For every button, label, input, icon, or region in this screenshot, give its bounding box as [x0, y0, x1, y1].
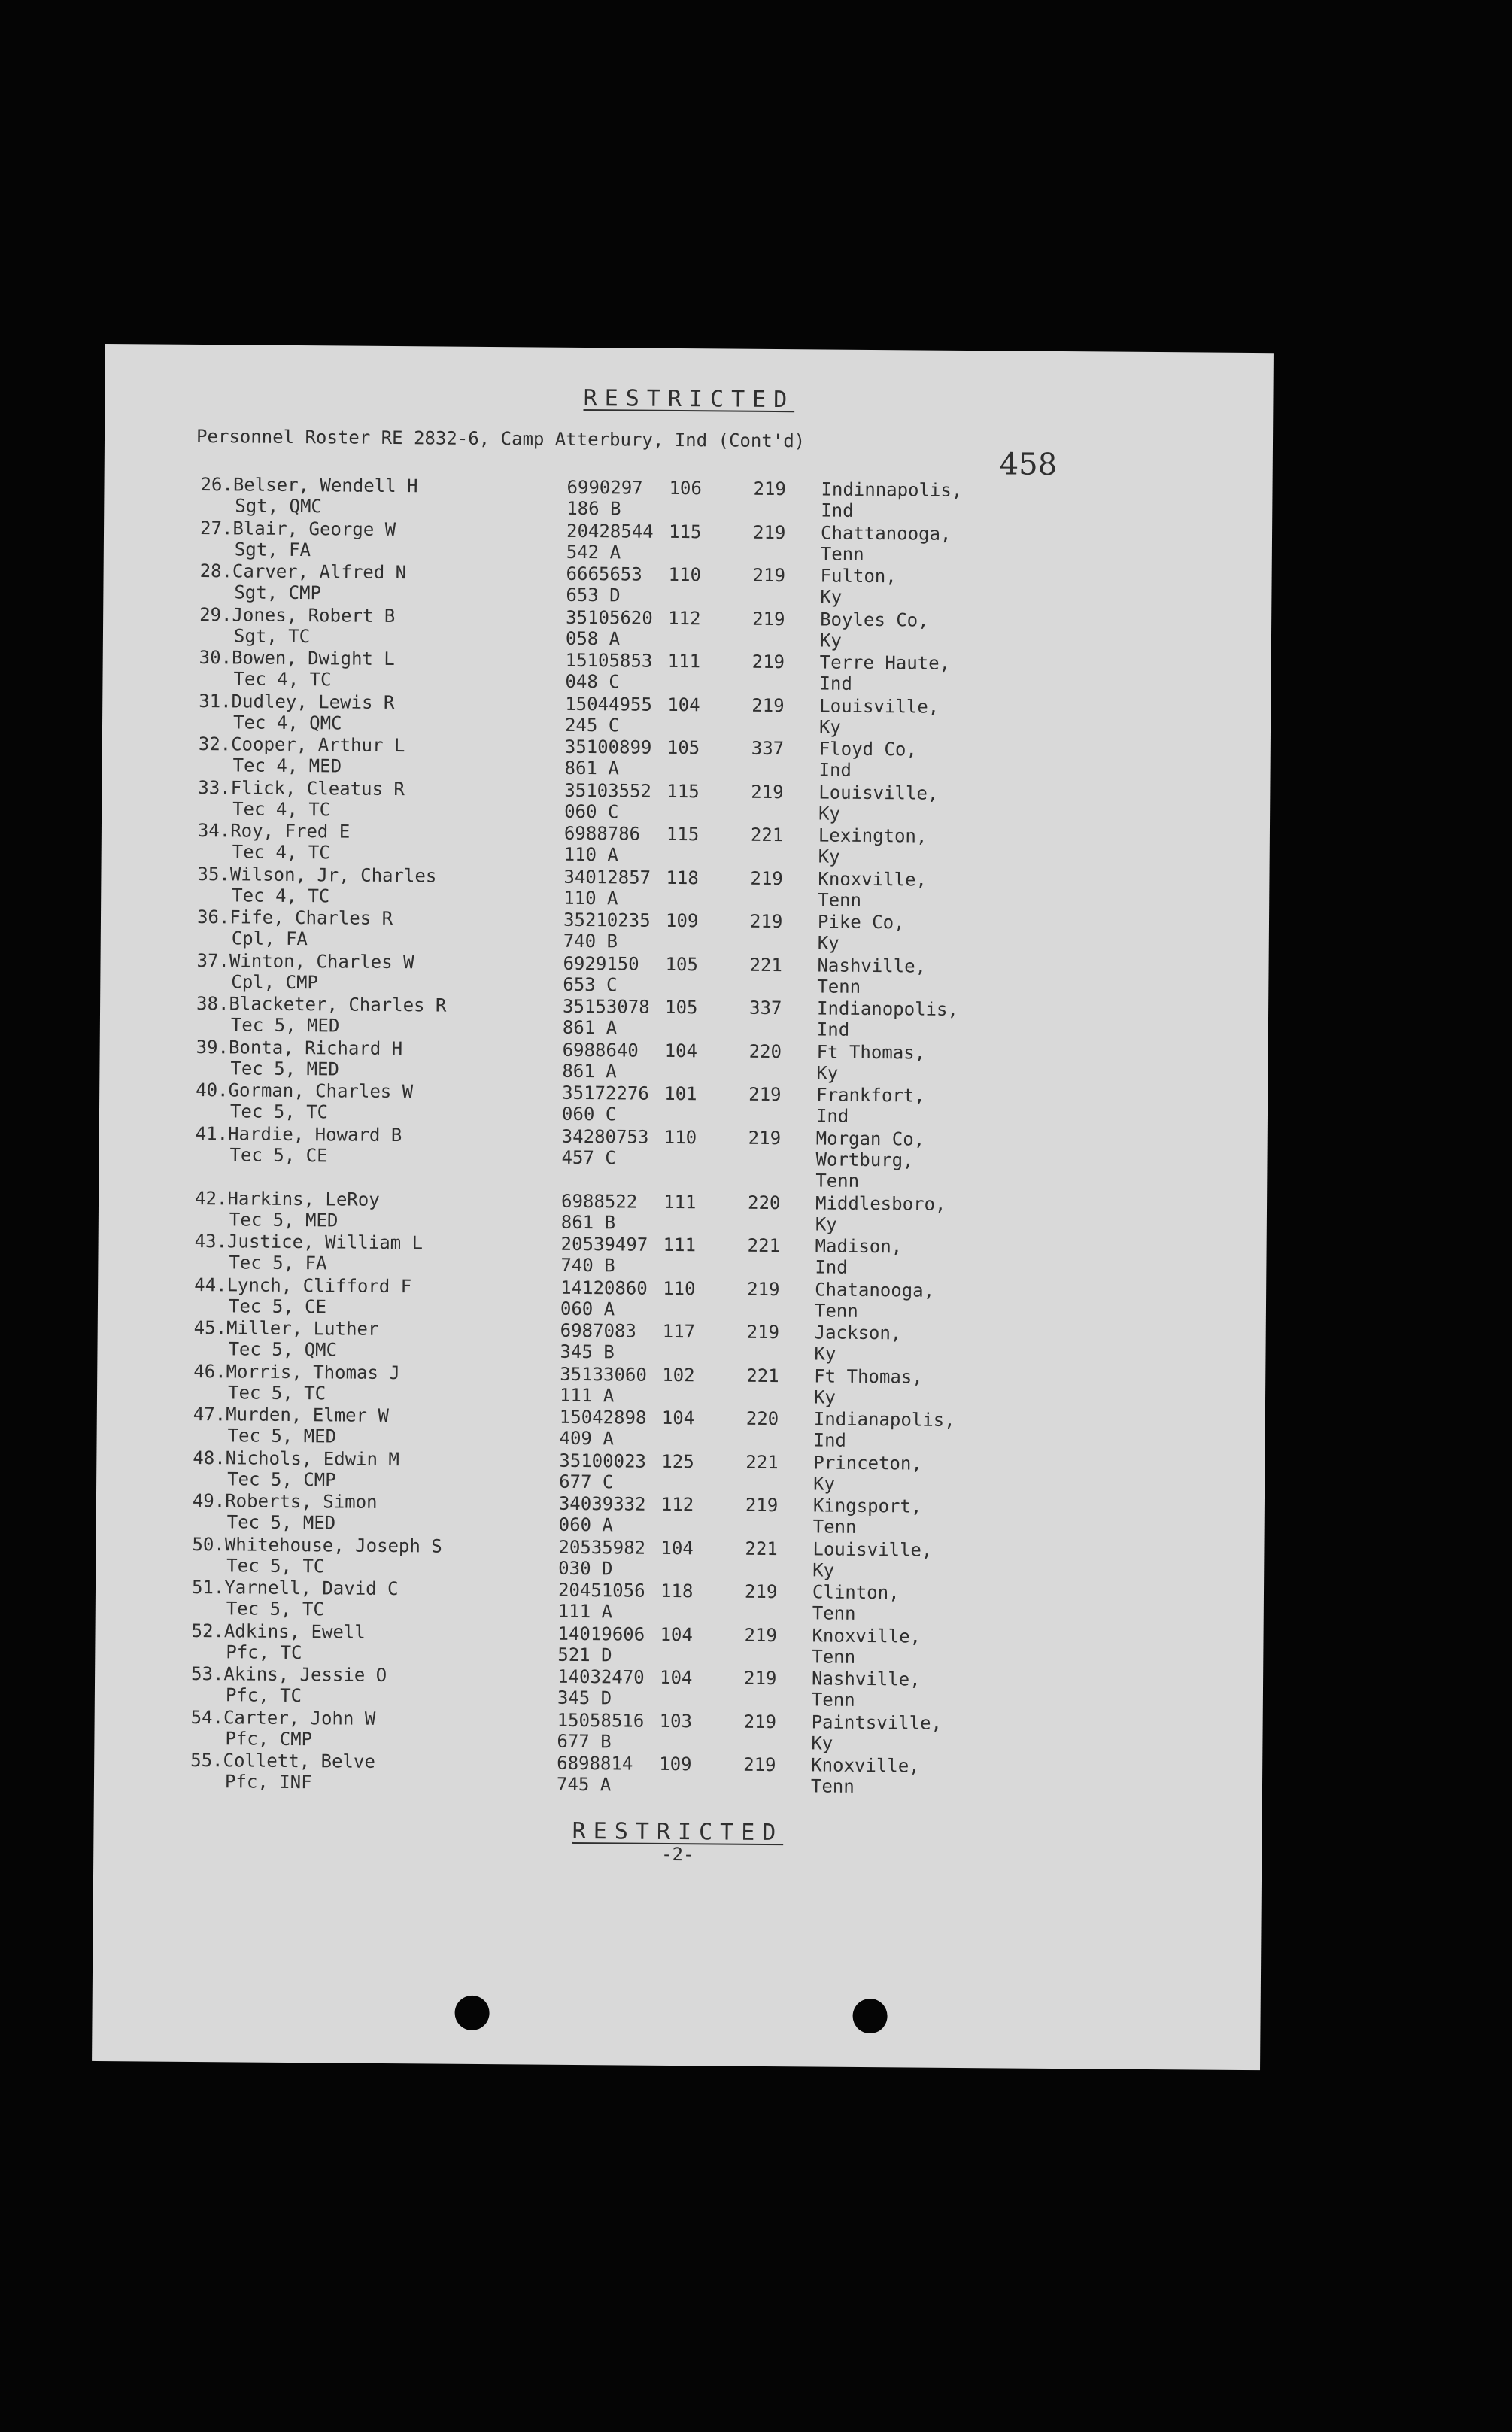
serial-number: 14019606	[557, 1623, 645, 1645]
home-city: Ft Thomas,	[814, 1365, 923, 1388]
soldier-rank: Pfc, TC	[225, 1684, 302, 1707]
soldier-rank: Tec 5, MED	[226, 1511, 336, 1534]
soldier-name: 42.Harkins, LeRoy	[194, 1187, 380, 1210]
code-group: 409 A	[559, 1427, 614, 1450]
soldier-rank: Tec 5, CE	[229, 1143, 328, 1166]
code-group: 030 D	[558, 1557, 613, 1579]
code-column-2: 219	[747, 1278, 780, 1300]
serial-number: 35172276	[562, 1082, 649, 1104]
home-city: Knoxville,	[818, 867, 928, 891]
soldier-name: 29.Jones, Robert B	[199, 603, 396, 627]
soldier-rank: Pfc, TC	[226, 1641, 302, 1663]
code-column-2: 221	[749, 954, 783, 976]
soldier-rank: Sgt, TC	[233, 624, 311, 647]
roster-entry	[193, 1447, 1201, 1498]
home-city: Jackson,	[814, 1322, 902, 1344]
home-city: Knoxville,	[812, 1624, 921, 1647]
home-city: Fulton,	[820, 565, 897, 588]
soldier-rank: Tec 5, TC	[229, 1101, 329, 1123]
home-state: Ind	[813, 1429, 847, 1451]
soldier-name: 46.Morris, Thomas J	[193, 1360, 400, 1383]
home-state: Tenn	[812, 1602, 856, 1624]
code-column-1: 118	[660, 1580, 694, 1602]
home-state: Ky	[816, 1061, 839, 1084]
roster-entry	[190, 1750, 1198, 1801]
home-state: Tenn	[812, 1645, 856, 1668]
home-state: Ind	[821, 499, 854, 521]
home-state: Wortburg,	[815, 1148, 914, 1170]
code-column-2: 219	[744, 1624, 778, 1646]
code-group: 345 D	[557, 1687, 612, 1709]
serial-number: 15044955	[565, 693, 652, 715]
home-state: Ind	[815, 1256, 848, 1278]
code-group: 521 D	[557, 1644, 612, 1665]
soldier-name: 28.Carver, Alfred N	[199, 560, 407, 584]
serial-number: 6898814	[557, 1752, 633, 1775]
home-city: Nashville,	[817, 954, 927, 977]
code-column-1: 111	[663, 1234, 697, 1256]
code-column-2: 219	[743, 1667, 777, 1690]
soldier-rank: Tec 4, TC	[232, 841, 330, 864]
serial-number: 35100023	[559, 1450, 647, 1472]
home-city: Chattanooga,	[820, 521, 952, 545]
soldier-name: 34.Roy, Fred E	[197, 819, 351, 843]
home-city: Ft Thomas,	[816, 1040, 926, 1064]
home-state: Tenn	[820, 542, 864, 565]
serial-number: 6665653	[566, 563, 642, 585]
home-state: Ky	[817, 932, 839, 954]
code-group: 740 B	[560, 1254, 615, 1277]
code-column-2: 221	[746, 1365, 779, 1386]
serial-number: 20535982	[558, 1536, 646, 1559]
code-column-1: 115	[668, 521, 702, 542]
soldier-rank: Tec 4, TC	[233, 668, 332, 691]
code-column-2: 337	[751, 737, 785, 760]
roster-entry	[192, 1533, 1200, 1584]
home-extra: Tenn	[815, 1169, 860, 1192]
code-column-2: 220	[747, 1192, 781, 1213]
home-state: Tenn	[810, 1775, 855, 1797]
roster-entry	[193, 1360, 1201, 1411]
code-column-1: 111	[667, 650, 701, 673]
serial-number: 15042898	[559, 1406, 647, 1429]
home-state: Ky	[815, 1213, 837, 1235]
code-column-2: 219	[749, 910, 783, 933]
code-column-1: 104	[664, 1040, 698, 1061]
roster-entry	[196, 1079, 1204, 1131]
code-column-2: 219	[752, 564, 786, 587]
code-group: 060 A	[558, 1514, 614, 1536]
code-group: 861 B	[560, 1211, 616, 1233]
roster-heading: Personnel Roster RE 2832-6, Camp Atterbury, Ind (Cont'd)	[196, 425, 806, 452]
code-group: 861 A	[562, 1060, 617, 1082]
soldier-rank: Pfc, CMP	[225, 1727, 313, 1750]
code-column-1: 117	[662, 1320, 696, 1343]
soldier-name: 26.Belser, Wendell H	[200, 474, 418, 497]
code-column-1: 115	[666, 823, 700, 846]
serial-number: 20451056	[557, 1579, 645, 1602]
code-group: 677 B	[557, 1730, 612, 1752]
soldier-rank: Tec 5, TC	[226, 1554, 325, 1577]
serial-number: 34280753	[561, 1125, 649, 1148]
roster-entry	[191, 1620, 1199, 1671]
code-column-2: 220	[748, 1040, 782, 1062]
code-column-2: 219	[743, 1711, 777, 1732]
roster-entry	[191, 1663, 1199, 1714]
soldier-name: 38.Blacketer, Charles R	[196, 992, 447, 1016]
soldier-rank: Tec 5, CE	[228, 1295, 327, 1317]
home-state: Ind	[816, 1019, 850, 1040]
roster-entry	[196, 949, 1204, 1000]
soldier-rank: Tec 5, CMP	[227, 1468, 336, 1490]
serial-number: 20428544	[566, 520, 654, 542]
code-group: 060 C	[561, 1103, 617, 1125]
home-state: Ky	[818, 846, 840, 867]
soldier-rank: Tec 5, MED	[229, 1208, 339, 1231]
classification-header: RESTRICTED	[583, 384, 795, 414]
code-column-2: 219	[753, 478, 786, 500]
code-column-1: 110	[668, 563, 702, 586]
roster-entry	[199, 560, 1207, 612]
home-state: Ky	[818, 802, 841, 824]
code-column-1: 109	[665, 909, 699, 932]
soldier-name: 31.Dudley, Lewis R	[199, 690, 395, 713]
code-column-1: 105	[664, 996, 698, 1019]
home-city: Knoxville,	[811, 1754, 920, 1777]
code-group: 677 C	[559, 1471, 614, 1492]
serial-number: 34039332	[558, 1492, 646, 1515]
code-column-1: 104	[667, 694, 700, 715]
soldier-rank: Tec 5, MED	[227, 1425, 337, 1447]
soldier-rank: Tec 5, FA	[229, 1252, 327, 1274]
home-city: Paintsville,	[811, 1711, 943, 1734]
home-state: Ky	[819, 629, 842, 651]
soldier-name: 36.Fife, Charles R	[196, 906, 393, 930]
home-state: Tenn	[817, 975, 861, 997]
home-city: Nashville,	[811, 1668, 921, 1690]
home-state: Ky	[818, 715, 842, 738]
code-column-2: 221	[750, 824, 784, 846]
code-column-2: 221	[745, 1451, 779, 1473]
soldier-rank: Tec 4, TC	[232, 797, 331, 820]
serial-number: 6988640	[562, 1039, 639, 1061]
code-column-2: 337	[748, 997, 782, 1019]
serial-number: 6988522	[560, 1190, 638, 1213]
code-group: 653 D	[566, 584, 621, 606]
serial-number: 35153078	[562, 995, 650, 1018]
serial-number: 14032470	[557, 1665, 645, 1688]
home-state: Ky	[813, 1472, 836, 1495]
roster-entry	[198, 776, 1206, 827]
serial-number: 14120860	[560, 1277, 648, 1299]
roster-entry	[193, 1490, 1201, 1541]
code-column-2: 219	[748, 1127, 782, 1149]
serial-number: 15058516	[557, 1709, 645, 1732]
soldier-name: 54.Carter, John W	[190, 1706, 376, 1729]
serial-number: 6990297	[566, 476, 643, 499]
home-state: Ind	[815, 1105, 849, 1127]
roster-entry	[199, 603, 1207, 654]
soldier-name: 48.Nichols, Edwin M	[193, 1447, 400, 1470]
serial-number: 35103552	[564, 779, 652, 802]
serial-number: 35210235	[563, 909, 651, 931]
serial-number: 35100899	[564, 736, 652, 758]
code-column-2: 219	[752, 608, 785, 630]
code-column-2: 221	[747, 1234, 781, 1257]
home-city: Louisville,	[819, 694, 940, 718]
roster-entry	[197, 863, 1205, 914]
soldier-name: 52.Adkins, Ewell	[191, 1620, 366, 1643]
roster-entry	[196, 1036, 1204, 1087]
home-state: Tenn	[818, 888, 862, 911]
home-city: Terre Haute,	[819, 651, 951, 674]
roster-entry	[200, 474, 1208, 525]
code-column-1: 115	[666, 780, 700, 802]
home-state: Ind	[819, 673, 852, 694]
code-column-2: 219	[751, 781, 784, 803]
serial-number: 6987083	[560, 1319, 636, 1342]
soldier-rank: Tec 5, TC	[226, 1598, 324, 1620]
code-column-1: 118	[666, 867, 699, 888]
page-number: -2-	[660, 1843, 694, 1866]
soldier-name: 35.Wilson, Jr, Charles	[197, 863, 437, 886]
home-city: Madison,	[815, 1235, 903, 1258]
home-city: Kingsport,	[812, 1495, 922, 1517]
code-group: 058 A	[565, 627, 621, 649]
home-city: Morgan Co,	[815, 1127, 925, 1150]
soldier-name: 40.Gorman, Charles W	[196, 1079, 414, 1103]
soldier-name: 50.Whitehouse, Joseph S	[192, 1533, 442, 1557]
code-column-1: 125	[661, 1450, 694, 1472]
soldier-name: 39.Bonta, Richard H	[196, 1036, 403, 1059]
soldier-name: 43.Justice, William L	[194, 1230, 424, 1254]
code-group: 861 A	[564, 757, 619, 779]
soldier-rank: Tec 5, MED	[230, 1014, 340, 1037]
code-column-2: 219	[746, 1321, 780, 1344]
soldier-rank: Tec 4, MED	[232, 754, 342, 777]
code-group: 186 B	[566, 497, 621, 520]
home-city: Boyles Co,	[820, 608, 929, 631]
code-column-1: 105	[666, 736, 700, 759]
code-column-1: 102	[662, 1364, 695, 1386]
code-group: 861 A	[562, 1016, 618, 1039]
soldier-rank: Cpl, CMP	[231, 970, 319, 993]
home-city: Lexington,	[818, 824, 928, 847]
soldier-rank: Tec 4, QMC	[232, 711, 342, 733]
code-column-1: 101	[664, 1082, 697, 1105]
classification-footer: RESTRICTED	[572, 1817, 784, 1847]
code-group: 060 C	[564, 800, 619, 822]
soldier-name: 55.Collett, Belve	[190, 1749, 375, 1772]
home-city: Louisville,	[818, 781, 939, 804]
code-column-1: 105	[665, 953, 699, 975]
code-column-1: 109	[659, 1753, 692, 1775]
code-column-2: 219	[751, 651, 785, 673]
code-column-2: 219	[750, 867, 783, 889]
code-column-2: 220	[745, 1407, 779, 1430]
serial-number: 15105853	[565, 649, 653, 672]
home-state: Ky	[813, 1386, 836, 1408]
serial-number: 35105620	[566, 606, 653, 629]
roster-entry	[195, 1122, 1204, 1195]
home-state: Ky	[811, 1732, 833, 1754]
code-column-1: 110	[663, 1277, 696, 1299]
home-city: Indianopolis,	[816, 997, 959, 1020]
home-state: Ind	[818, 759, 852, 781]
home-city: Pike Co,	[817, 911, 905, 934]
roster-page	[92, 344, 1274, 2070]
home-state: Ky	[814, 1343, 836, 1365]
roster-entry	[193, 1404, 1201, 1455]
roster-entry	[194, 1231, 1202, 1282]
roster-entry	[198, 820, 1206, 871]
roster-entry	[190, 1706, 1198, 1757]
home-city: Frankfort,	[816, 1084, 925, 1107]
code-group: 060 A	[560, 1298, 615, 1319]
soldier-name: 37.Winton, Charles W	[196, 949, 414, 973]
home-city: Clinton,	[812, 1581, 900, 1604]
code-group: 111 A	[559, 1384, 615, 1406]
soldier-name: 33.Flick, Cleatus R	[198, 776, 405, 800]
code-column-1: 104	[661, 1407, 695, 1429]
code-column-1: 106	[669, 477, 702, 499]
soldier-rank: Pfc, INF	[224, 1771, 312, 1793]
code-group: 110 A	[563, 887, 618, 909]
code-group: 653 C	[563, 973, 618, 995]
soldier-rank: Tec 5, QMC	[228, 1338, 338, 1361]
roster-entry	[197, 906, 1205, 958]
code-group: 542 A	[566, 541, 621, 563]
home-city: Indianapolis,	[813, 1408, 955, 1431]
serial-number: 35133060	[560, 1363, 647, 1386]
code-group: 111 A	[557, 1600, 613, 1623]
home-state: Ky	[812, 1559, 835, 1581]
roster-entry	[200, 517, 1208, 568]
code-group: 345 B	[560, 1340, 615, 1363]
code-column-1: 112	[660, 1493, 694, 1516]
code-column-1: 111	[663, 1191, 697, 1213]
soldier-rank: Sgt, CMP	[234, 581, 322, 604]
code-column-1: 104	[660, 1623, 694, 1645]
code-group: 745 A	[556, 1773, 612, 1796]
code-column-2: 219	[744, 1580, 778, 1603]
soldier-name: 44.Lynch, Clifford F	[194, 1274, 412, 1297]
roster-entry	[198, 733, 1206, 785]
code-column-1: 104	[659, 1666, 693, 1689]
soldier-name: 49.Roberts, Simon	[192, 1489, 378, 1513]
home-city: Louisville,	[812, 1538, 933, 1561]
soldier-name: 47.Murden, Elmer W	[193, 1403, 390, 1427]
roster-entry	[196, 993, 1204, 1044]
soldier-name: 32.Cooper, Arthur L	[198, 733, 405, 757]
code-group: 457 C	[561, 1146, 616, 1168]
serial-number: 20539497	[560, 1233, 648, 1255]
roster-entry	[199, 690, 1207, 741]
soldier-name: 51.Yarnell, David C	[191, 1576, 399, 1600]
code-column-2: 219	[752, 521, 786, 543]
code-column-2: 219	[743, 1753, 776, 1776]
soldier-rank: Tec 5, MED	[230, 1057, 340, 1079]
roster-list	[190, 474, 1209, 1801]
soldier-rank: Cpl, FA	[231, 928, 308, 950]
soldier-name: 45.Miller, Luther	[193, 1316, 379, 1340]
code-group: 740 B	[563, 930, 618, 952]
handwritten-sheet-number: 458	[999, 447, 1058, 482]
soldier-rank: Sgt, QMC	[235, 495, 323, 518]
code-column-1: 112	[668, 607, 701, 629]
serial-number: 6929150	[563, 952, 639, 975]
code-column-1: 110	[663, 1126, 697, 1148]
soldier-rank: Tec 5, TC	[227, 1381, 326, 1404]
serial-number: 6988786	[563, 822, 641, 845]
home-state: Ky	[820, 586, 843, 608]
soldier-name: 27.Blair, George W	[199, 517, 396, 540]
code-column-2: 219	[751, 694, 785, 716]
code-column-2: 221	[745, 1538, 778, 1559]
code-column-2: 219	[745, 1494, 779, 1517]
code-column-1: 103	[659, 1710, 693, 1732]
soldier-name: 30.Bowen, Dwight L	[199, 646, 395, 670]
roster-entry	[195, 1187, 1203, 1238]
home-city: Indinnapolis,	[821, 478, 963, 501]
code-group: 048 C	[565, 670, 620, 693]
home-state: Tenn	[814, 1299, 858, 1322]
home-city: Chatanooga,	[815, 1278, 935, 1301]
home-city: Floyd Co,	[818, 738, 917, 761]
soldier-name: 53.Akins, Jessie O	[191, 1662, 387, 1686]
home-city: Princeton,	[813, 1451, 922, 1474]
home-state: Tenn	[811, 1689, 855, 1711]
punch-hole-left	[454, 1996, 489, 2030]
code-column-1: 104	[660, 1537, 694, 1559]
roster-entry	[194, 1274, 1202, 1325]
soldier-rank: Sgt, FA	[234, 538, 311, 560]
code-group: 110 A	[563, 843, 619, 866]
roster-entry	[199, 647, 1207, 698]
soldier-rank: Tec 4, TC	[232, 884, 330, 906]
serial-number: 34012857	[563, 866, 651, 888]
home-state: Tenn	[812, 1516, 857, 1538]
home-city: Middlesboro,	[815, 1192, 946, 1215]
code-group: 245 C	[564, 714, 620, 736]
soldier-name: 41.Hardie, Howard B	[195, 1122, 402, 1146]
code-column-2: 219	[748, 1083, 782, 1106]
punch-hole-right	[852, 1999, 887, 2033]
roster-entry	[193, 1317, 1201, 1368]
roster-entry	[192, 1577, 1200, 1628]
